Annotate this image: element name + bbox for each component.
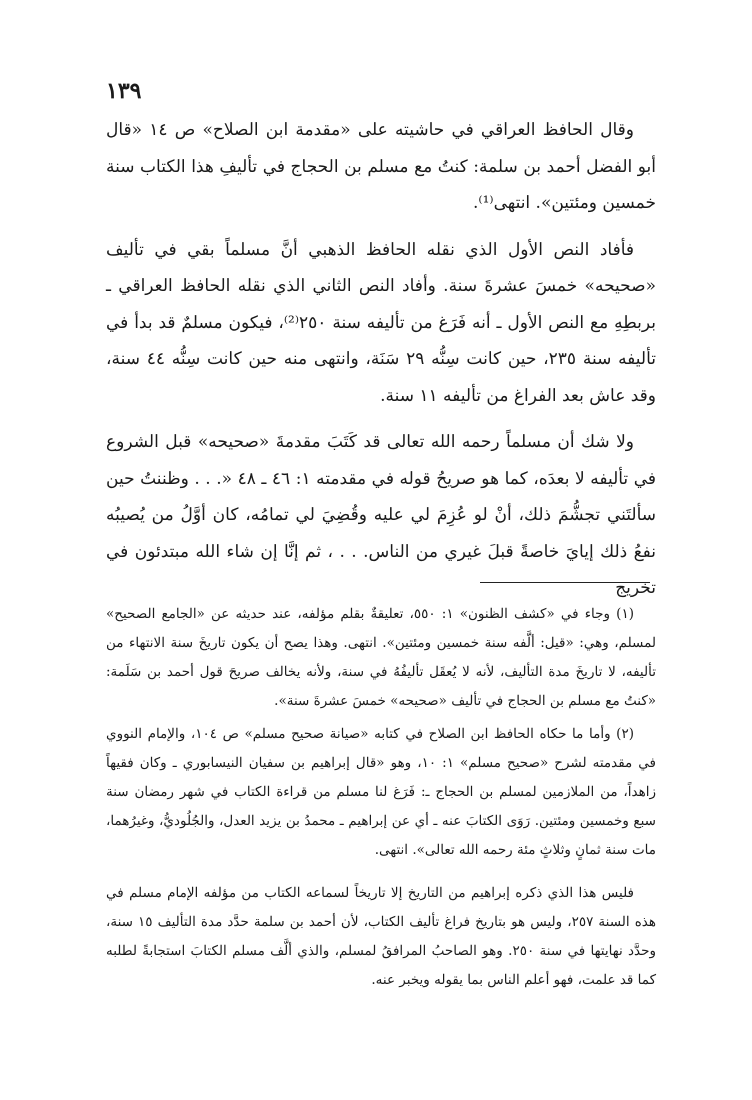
page-number: ١٣٩ — [106, 78, 142, 104]
footnotes-section — [106, 600, 656, 995]
body-paragraph: وقال الحافظ العراقي في حاشيته على «مقدمة ابن الصلاح» ص ١٤ «قال أبو الفضل أحمد بن سلمة: كنتُ مع مسلم بن الحجاج في تأليفِ هذا الكتاب سنة خمسين ومئتين». انتهى⁽¹⁾. — [106, 120, 657, 213]
body-paragraph: فأفاد النص الأول الذي نقله الحافظ الذهبي أنَّ مسلماً بقي في تأليف «صحيحه» خمسَ عشرةَ سنة. وأفاد النص الثاني الذي نقله الحافظ العراقي ـ بربطِهِ مع النص الأول ـ أنه فَرَغ من تأليفه سنة ٢٥٠⁽²⁾، فيكون مسلمٌ قد بدأ في تأليفه سنة ٢٣٥، حين كانت سِنُّه ٢٩ سَنَة، وانتهى منه حين كانت سِنُّه ٤٤ سنة، وقد عاش بعد الفراغ من تأليفه ١١ سنة. — [106, 239, 657, 406]
footnote-paragraph: فليس هذا الذي ذكره إبراهيم من التاريخ إلا تاريخاً لسماعه الكتاب من مؤلفه الإمام مسلم في هذه السنة ٢٥٧، وليس هو بتاريخ فراغ تأليف الكتاب، لأن أحمد بن سلمة حدَّد مدة التأليف ١٥ سنة، وحدَّد نهايتها في سنة ٢٥٠. وهو الصاحبُ المرافقُ لمسلم، والذي ألَّف مسلم الكتابَ استجابةً لطلبه كما قد علمت، فهو أعلم الناس بما يقوله ويخبر عنه. — [106, 885, 657, 988]
main-body-text — [106, 112, 656, 607]
footnote-separator — [480, 582, 650, 583]
body-paragraph: ولا شك أن مسلماً رحمه الله تعالى قد كَتَبَ مقدمةَ «صحيحه» قبل الشروع في تأليفه لا بعدَه، كما هو صريحُ قوله في مقدمته ١: ٤٦ ـ ٤٨ «. . . وظننتُ حين سألتَني تجشُّمَ ذلك، أنْ لو عُزِمَ لي عليه وقُضِيَ لي تمامُه، كان أوَّلُ من يُصيبُه نفعُ ذلك إيايَ خاصةً قبلَ غيري من الناس. . . ، ثم إنَّا إن شاء الله مبتدئون في تخريج — [106, 432, 656, 598]
footnote-paragraph: (٢) وأما ما حكاه الحافظ ابن الصلاح في كتابه «صيانة صحيح مسلم» ص ١٠٤، والإمام النووي في مقدمته لشرح «صحيح مسلم» ١: ١٠، وهو «قال إبراهيم بن سفيان النيسابوري ـ وكان فقيهاً زاهداً، من الملازمين لمسلم بن الحجاج ـ: فَرَغ لنا مسلم من قراءة الكتاب في شهر رمضان سنة سبع وخمسين ومئتين. رَوَى الكتابَ عنه ـ أي عن إبراهيم ـ محمدُ بن يزيد العدل، والجُلُوديُّ، وغيرُهما، مات سنة ثمانٍ وثلاثٍ مئة رحمه الله تعالى». انتهى. — [106, 726, 656, 858]
footnote-paragraph: (١) وجاء في «كشف الظنون» ١: ٥٥٠، تعليقةٌ بقلم مؤلفه، عند حديثه عن «الجامع الصحيح» لمسلم، وهي: «قيل: ألَّفه سنة خمسين ومئتين». انتهى. وهذا يصح أن يكون تاريخَ سنة الانتهاء من تأليفه، لا تاريخَ مدة التأليف، لأنه لا يُعقَل تأليفُهُ في سنة، ولأنه يخالف صريحَ قول أحمد بن سَلَمة: «كنتُ مع مسلم بن الحجاج في تأليف «صحيحه» خمسَ عشرةَ سنة». — [106, 606, 656, 709]
